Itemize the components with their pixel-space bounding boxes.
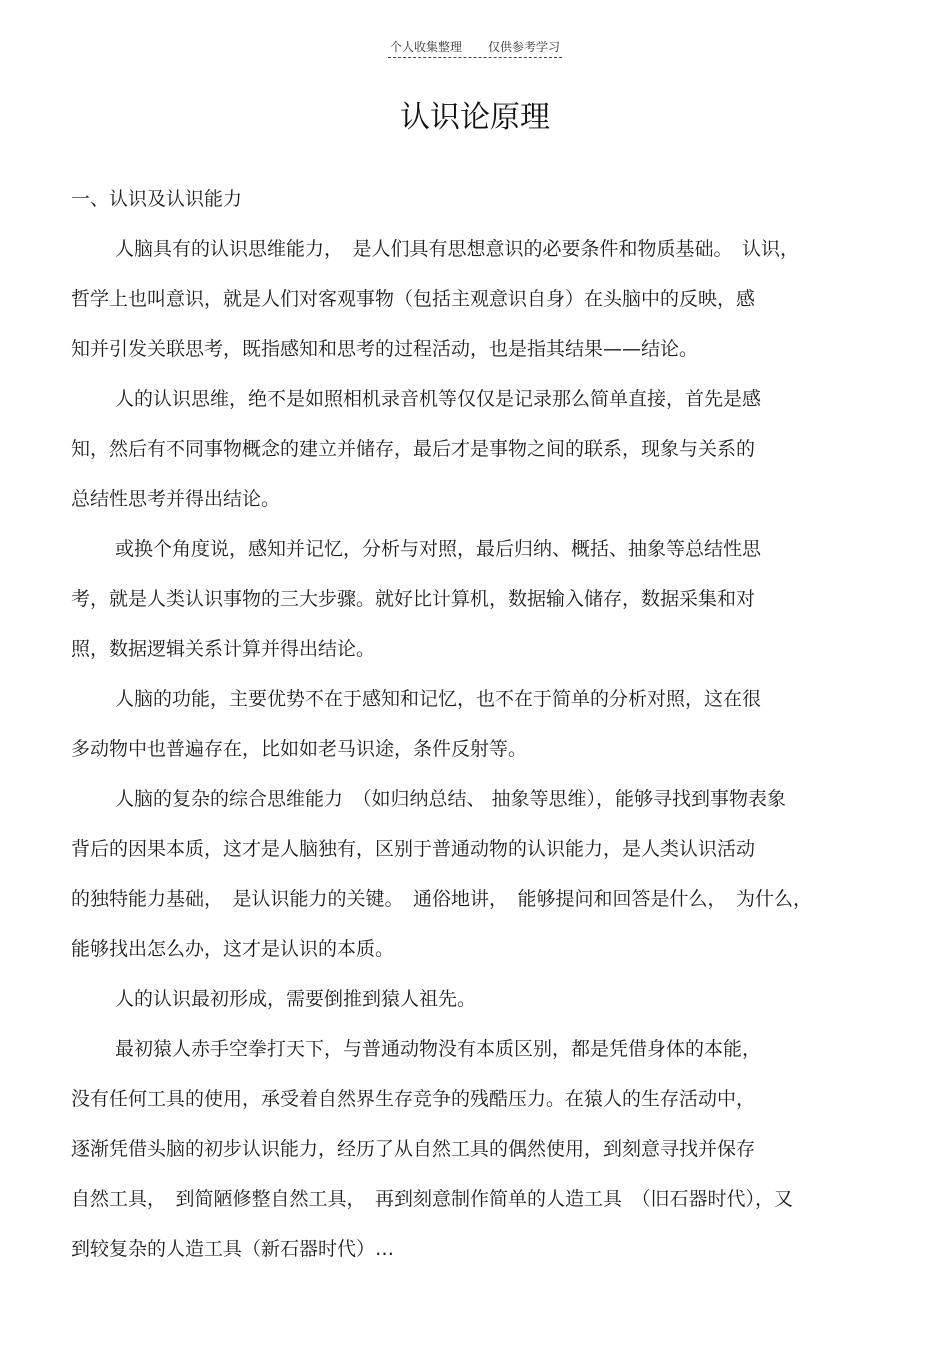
paragraph-line: 能够找出怎么办，这才是认识的本质。	[71, 938, 395, 960]
page-header	[0, 38, 950, 58]
paragraph-first-line: 或换个角度说，感知并记忆，分析与对照，最后归纳、概括、抽象等总结性思	[115, 538, 762, 560]
paragraph	[71, 236, 879, 386]
header-right-text: 仅供参考学习	[488, 40, 561, 54]
paragraph-first-line: 人脑的复杂的综合思维能力 （如归纳总结、 抽象等思维），能够寻找到事物表象	[115, 788, 787, 810]
paragraph-first-line: 最初猿人赤手空拳打天下，与普通动物没有本质区别，都是凭借身体的本能，	[115, 1038, 762, 1060]
paragraph-first-line: 人的认识最初形成，需要倒推到猿人祖先。	[115, 988, 477, 1010]
paragraph-line: 知并引发关联思考，既指感知和思考的过程活动，也是指其结果——结论。	[71, 338, 699, 360]
paragraph-line: 多动物中也普遍存在，比如如老马识途，条件反射等。	[71, 738, 528, 760]
paragraph-line: 考，就是人类认识事物的三大步骤。就好比计算机，数据输入储存，数据采集和对	[71, 588, 756, 610]
page-title: 认识论原理	[400, 100, 550, 135]
paragraph-line: 没有任何工具的使用，承受着自然界生存竞争的残酷压力。在猿人的生存活动中，	[71, 1088, 756, 1110]
paragraph	[71, 986, 879, 1036]
paragraph	[71, 386, 879, 536]
paragraph-line: 知，然后有不同事物概念的建立并储存，最后才是事物之间的联系，现象与关系的	[71, 438, 756, 460]
paragraph-first-line: 人脑的功能，主要优势不在于感知和记忆，也不在于简单的分析对照，这在很	[115, 688, 762, 710]
paragraph-line: 总结性思考并得出结论。	[71, 488, 281, 510]
header-underline	[388, 38, 562, 58]
header-left-text: 个人收集整理	[389, 40, 462, 54]
paragraph-line: 的独特能力基础， 是认识能力的关键。 通俗地讲， 能够提问和回答是什么， 为什么，	[71, 888, 813, 910]
paragraph-line: 自然工具， 到简陋修整自然工具， 再到刻意制作简单的人造工具 （旧石器时代），又	[71, 1188, 794, 1210]
paragraph-line: 哲学上也叫意识，就是人们对客观事物（包括主观意识自身）在头脑中的反映，感	[71, 288, 756, 310]
section-heading: 一、认识及认识能力	[71, 188, 243, 210]
paragraph	[71, 536, 879, 686]
paragraph	[71, 1036, 879, 1286]
paragraph	[71, 786, 879, 986]
paragraph-first-line: 人的认识思维，绝不是如照相机录音机等仅仅是记录那么简单直接，首先是感	[115, 388, 762, 410]
paragraph-line: 逐渐凭借头脑的初步认识能力，经历了从自然工具的偶然使用，到刻意寻找并保存	[71, 1138, 756, 1160]
paragraph-line: 照，数据逻辑关系计算并得出结论。	[71, 638, 376, 660]
paragraph-first-line: 人脑具有的认识思维能力， 是人们具有思想意识的必要条件和物质基础。 认识，	[115, 238, 800, 260]
paragraph-line: 背后的因果本质，这才是人脑独有，区别于普通动物的认识能力，是人类认识活动	[71, 838, 756, 860]
paragraph-line: 到较复杂的人造工具（新石器时代）…	[71, 1238, 395, 1260]
paragraph	[71, 686, 879, 786]
document-body	[71, 236, 879, 1286]
